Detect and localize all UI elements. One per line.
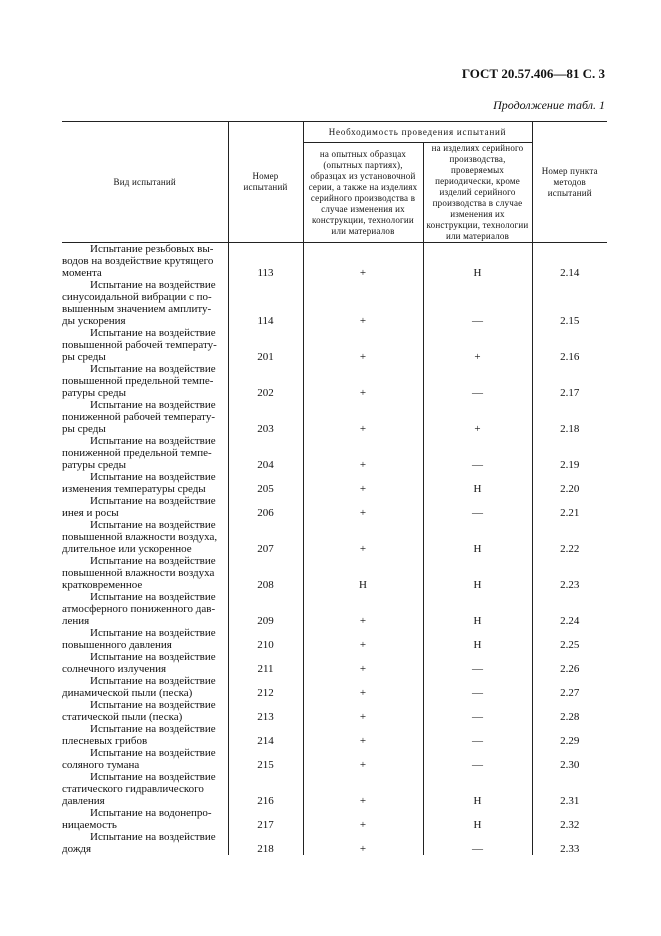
test-type-line: Испытание на воздействие <box>90 723 216 735</box>
test-type-line: Испытание на воздействие <box>90 495 216 507</box>
clause-cell: 2.22 <box>532 519 607 555</box>
serial-cell: Н <box>423 591 532 627</box>
prototype-cell: + <box>303 675 423 699</box>
test-type-line: повышенной влажности воздуха, <box>62 531 218 543</box>
test-type-line: Испытание на воздействие <box>90 651 216 663</box>
clause-cell: 2.24 <box>532 591 607 627</box>
test-type-line: Испытание на воздействие <box>90 519 216 531</box>
test-number-cell: 113 <box>228 243 303 280</box>
table-row <box>62 651 607 675</box>
header-prototypes: на опытных образцах (опытных партиях), образцах из установочной серии, а также на изделиях серийного производства в случае изменения их конструкции, технологии или материалов <box>303 143 423 243</box>
prototype-cell: + <box>303 651 423 675</box>
table-body <box>62 243 607 856</box>
test-number-cell: 207 <box>228 519 303 555</box>
test-number-cell: 209 <box>228 591 303 627</box>
prototype-cell: + <box>303 723 423 747</box>
test-type-line: статической пыли (песка) <box>62 711 183 723</box>
clause-cell: 2.14 <box>532 243 607 280</box>
prototype-cell: + <box>303 243 423 280</box>
prototype-cell: + <box>303 699 423 723</box>
serial-cell: Н <box>423 627 532 651</box>
serial-cell: — <box>423 699 532 723</box>
test-type-line: ды ускорения <box>62 315 126 327</box>
serial-cell: — <box>423 723 532 747</box>
table-row <box>62 327 607 363</box>
test-number-cell: 212 <box>228 675 303 699</box>
header-test-type: Вид испытаний <box>62 122 228 243</box>
test-number-cell: 203 <box>228 399 303 435</box>
test-type-line: ницаемость <box>62 819 117 831</box>
table-continuation-label: Продолжение табл. 1 <box>493 98 605 112</box>
test-type-line: солнечного излучения <box>62 663 167 675</box>
clause-cell: 2.29 <box>532 723 607 747</box>
test-type-line: повышенного давления <box>62 639 172 651</box>
table-row <box>62 363 607 399</box>
header-serial: на изделиях серийного производства, проверяемых периодически, кроме изделий серийного производства в случае изменения их конструкции, технологии или материалов <box>423 143 532 243</box>
table-row <box>62 555 607 591</box>
test-type-cell <box>62 399 228 435</box>
test-type-cell <box>62 363 228 399</box>
test-type-line: соляного тумана <box>62 759 140 771</box>
test-type-line: инея и росы <box>62 507 119 519</box>
test-type-line: длительное или ускоренное <box>62 543 192 555</box>
test-type-line: статического гидравлического <box>62 783 204 795</box>
test-type-line: пониженной рабочей температу- <box>62 411 215 423</box>
test-type-line: Испытание на воздействие <box>90 747 216 759</box>
table-row <box>62 243 607 280</box>
test-number-cell: 206 <box>228 495 303 519</box>
test-type-line: Испытание на воздействие <box>90 831 216 843</box>
test-type-line: ления <box>62 615 90 627</box>
clause-cell: 2.28 <box>532 699 607 723</box>
test-number-cell: 204 <box>228 435 303 471</box>
clause-cell: 2.26 <box>532 651 607 675</box>
test-type-line: Испытание на воздействие <box>90 471 216 483</box>
test-type-cell <box>62 555 228 591</box>
test-type-line: Испытание на водонепро- <box>90 807 212 819</box>
prototype-cell: + <box>303 399 423 435</box>
table-row <box>62 279 607 327</box>
table-row <box>62 495 607 519</box>
table-row <box>62 627 607 651</box>
test-type-line: атмосферного пониженного дав- <box>62 603 216 615</box>
test-number-cell: 201 <box>228 327 303 363</box>
table-row <box>62 435 607 471</box>
prototype-cell: + <box>303 831 423 855</box>
serial-cell: Н <box>423 807 532 831</box>
serial-cell: — <box>423 831 532 855</box>
clause-cell: 2.23 <box>532 555 607 591</box>
table-row <box>62 831 607 855</box>
test-type-cell <box>62 771 228 807</box>
test-type-cell <box>62 495 228 519</box>
test-type-cell <box>62 627 228 651</box>
test-type-line: ратуры среды <box>62 387 127 399</box>
prototype-cell: + <box>303 627 423 651</box>
serial-cell: — <box>423 675 532 699</box>
test-number-cell: 218 <box>228 831 303 855</box>
table-row <box>62 399 607 435</box>
table-row <box>62 519 607 555</box>
clause-cell: 2.30 <box>532 747 607 771</box>
table-row <box>62 771 607 807</box>
table-row <box>62 723 607 747</box>
test-type-cell <box>62 747 228 771</box>
test-type-cell <box>62 243 228 280</box>
test-type-line: водов на воздействие крутящего <box>62 255 214 267</box>
prototype-cell: + <box>303 807 423 831</box>
test-type-cell <box>62 699 228 723</box>
test-number-cell: 215 <box>228 747 303 771</box>
clause-cell: 2.19 <box>532 435 607 471</box>
test-type-line: Испытание на воздействие <box>90 627 216 639</box>
test-type-line: динамической пыли (песка) <box>62 687 193 699</box>
clause-cell: 2.25 <box>532 627 607 651</box>
test-type-cell <box>62 831 228 855</box>
test-number-cell: 205 <box>228 471 303 495</box>
test-type-line: ратуры среды <box>62 459 127 471</box>
serial-cell: — <box>423 495 532 519</box>
test-type-line: Испытание на воздействие <box>90 675 216 687</box>
prototype-cell: + <box>303 495 423 519</box>
test-type-line: Испытание на воздействие <box>90 435 216 447</box>
test-type-line: повышенной предельной темпе- <box>62 375 214 387</box>
serial-cell: — <box>423 651 532 675</box>
serial-cell: + <box>423 327 532 363</box>
test-type-line: давления <box>62 795 105 807</box>
tests-table <box>62 121 607 855</box>
test-type-cell <box>62 723 228 747</box>
test-type-cell <box>62 327 228 363</box>
serial-cell: Н <box>423 471 532 495</box>
prototype-cell: + <box>303 519 423 555</box>
test-type-line: Испытание резьбовых вы- <box>90 243 214 255</box>
header-clause: Номер пункта методов испытаний <box>532 122 607 243</box>
clause-cell: 2.33 <box>532 831 607 855</box>
clause-cell: 2.18 <box>532 399 607 435</box>
clause-cell: 2.16 <box>532 327 607 363</box>
clause-cell: 2.21 <box>532 495 607 519</box>
header-test-number: Номер испытаний <box>228 122 303 243</box>
test-type-cell <box>62 279 228 327</box>
test-type-line: Испытание на воздействие <box>90 399 216 411</box>
test-type-line: Испытание на воздействие <box>90 363 216 375</box>
prototype-cell: + <box>303 591 423 627</box>
prototype-cell: + <box>303 327 423 363</box>
serial-cell: Н <box>423 555 532 591</box>
test-number-cell: 213 <box>228 699 303 723</box>
test-type-line: вышенным значением амплиту- <box>62 303 212 315</box>
test-type-line: пониженной предельной темпе- <box>62 447 212 459</box>
serial-cell: — <box>423 279 532 327</box>
test-type-line: повышенной влажности воздуха <box>62 567 215 579</box>
test-type-line: дождя <box>62 843 92 855</box>
test-number-cell: 211 <box>228 651 303 675</box>
test-number-cell: 202 <box>228 363 303 399</box>
test-type-cell <box>62 651 228 675</box>
test-type-line: изменения температуры среды <box>62 483 206 495</box>
clause-cell: 2.20 <box>532 471 607 495</box>
table-row <box>62 471 607 495</box>
table-row <box>62 699 607 723</box>
header-necessity: Необходимость проведения испытаний <box>303 122 532 143</box>
table-row <box>62 747 607 771</box>
prototype-cell: + <box>303 747 423 771</box>
test-number-cell: 217 <box>228 807 303 831</box>
clause-cell: 2.31 <box>532 771 607 807</box>
test-type-line: ры среды <box>62 423 106 435</box>
test-type-line: плесневых грибов <box>62 735 148 747</box>
prototype-cell: + <box>303 279 423 327</box>
test-number-cell: 114 <box>228 279 303 327</box>
test-type-line: момента <box>62 267 102 279</box>
serial-cell: — <box>423 435 532 471</box>
test-type-cell <box>62 519 228 555</box>
clause-cell: 2.32 <box>532 807 607 831</box>
test-type-cell <box>62 435 228 471</box>
test-type-line: Испытание на воздействие <box>90 591 216 603</box>
prototype-cell: + <box>303 771 423 807</box>
test-type-cell <box>62 471 228 495</box>
table-row <box>62 675 607 699</box>
clause-cell: 2.17 <box>532 363 607 399</box>
prototype-cell: + <box>303 363 423 399</box>
table-row <box>62 807 607 831</box>
test-type-line: Испытание на воздействие <box>90 699 216 711</box>
test-number-cell: 214 <box>228 723 303 747</box>
test-type-line: Испытание на воздействие <box>90 771 216 783</box>
serial-cell: + <box>423 399 532 435</box>
serial-cell: — <box>423 747 532 771</box>
test-type-line: Испытание на воздействие <box>90 327 216 339</box>
prototype-cell: + <box>303 471 423 495</box>
page-header: ГОСТ 20.57.406—81 С. 3 <box>461 66 605 81</box>
serial-cell: Н <box>423 243 532 280</box>
clause-cell: 2.27 <box>532 675 607 699</box>
test-type-cell <box>62 675 228 699</box>
test-type-line: ры среды <box>62 351 106 363</box>
test-type-line: синусоидальной вибрации с по- <box>62 291 212 303</box>
prototype-cell: Н <box>303 555 423 591</box>
prototype-cell: + <box>303 435 423 471</box>
test-number-cell: 210 <box>228 627 303 651</box>
table-row <box>62 591 607 627</box>
test-number-cell: 216 <box>228 771 303 807</box>
test-type-cell <box>62 807 228 831</box>
test-type-cell <box>62 591 228 627</box>
test-type-line: Испытание на воздействие <box>90 279 216 291</box>
test-type-line: повышенной рабочей температу- <box>62 339 217 351</box>
test-type-line: кратковременное <box>62 579 143 591</box>
test-number-cell: 208 <box>228 555 303 591</box>
serial-cell: Н <box>423 519 532 555</box>
clause-cell: 2.15 <box>532 279 607 327</box>
serial-cell: Н <box>423 771 532 807</box>
serial-cell: — <box>423 363 532 399</box>
test-type-line: Испытание на воздействие <box>90 555 216 567</box>
